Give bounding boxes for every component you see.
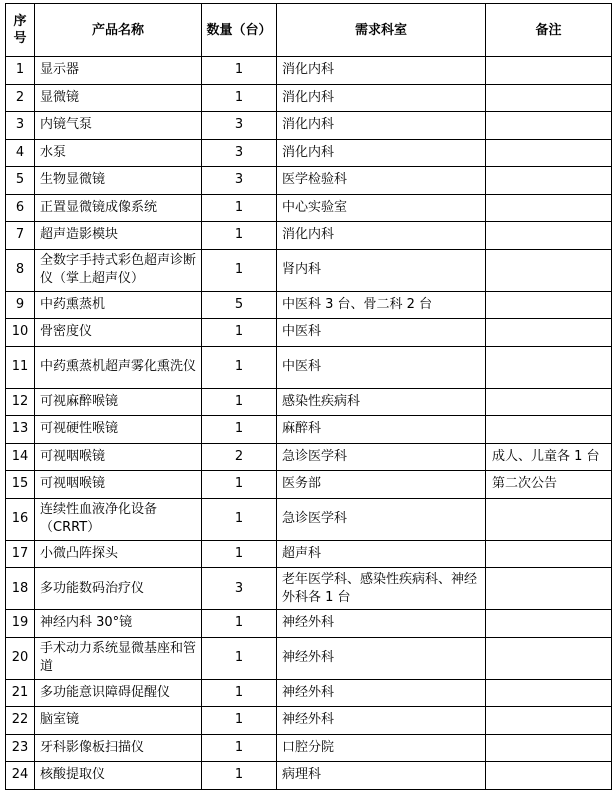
department: 医学检验科 — [282, 172, 348, 188]
product-name: 连续性血液净化设备（CRRT） — [40, 502, 158, 535]
quantity: 1 — [234, 262, 244, 277]
quantity: 1 — [234, 684, 244, 700]
quantity-cell — [202, 443, 277, 471]
header-dept — [277, 4, 486, 57]
product-name-cell — [35, 249, 202, 291]
row-number-cell — [6, 734, 35, 762]
department: 超声科 — [282, 545, 322, 561]
remark-cell — [486, 498, 612, 540]
department: 急诊医学科 — [282, 448, 348, 464]
row-number: 7 — [15, 227, 25, 243]
row-number-cell — [6, 388, 35, 416]
product-name: 脑室镜 — [40, 712, 80, 728]
product-name: 骨密度仪 — [40, 324, 93, 340]
product-name: 多功能意识障碍促醒仪 — [40, 684, 171, 700]
department-cell — [277, 167, 486, 195]
row-number-cell — [6, 443, 35, 471]
remark-cell — [486, 57, 612, 85]
department: 感染性疾病科 — [282, 393, 361, 409]
department: 医务部 — [282, 476, 322, 492]
product-name: 内镜气泵 — [40, 117, 93, 133]
product-name: 手术动力系统显微基座和管道 — [40, 641, 197, 674]
table-row — [6, 388, 612, 416]
quantity: 1 — [234, 650, 244, 665]
quantity: 1 — [234, 359, 244, 374]
department: 老年医学科、感染性疾病科、神经外科各 1 台 — [282, 571, 478, 605]
quantity-cell — [202, 112, 277, 140]
row-number-cell — [6, 540, 35, 568]
product-name-cell — [35, 707, 202, 735]
quantity-cell — [202, 610, 277, 638]
table-row — [6, 194, 612, 222]
row-number-cell — [6, 167, 35, 195]
row-number: 16 — [11, 511, 29, 526]
table-row — [6, 249, 612, 291]
table-row — [6, 707, 612, 735]
department: 中心实验室 — [282, 199, 348, 215]
department-cell — [277, 540, 486, 568]
department: 麻醉科 — [282, 421, 322, 437]
table-row — [6, 167, 612, 195]
product-name-cell — [35, 610, 202, 638]
department: 神经外科 — [282, 684, 335, 700]
quantity: 1 — [234, 712, 244, 728]
table-body — [6, 57, 612, 790]
quantity: 1 — [234, 199, 244, 215]
row-number-cell — [6, 610, 35, 638]
department-cell — [277, 291, 486, 319]
product-name: 小微凸阵探头 — [40, 545, 119, 561]
product-name: 可视咽喉镜 — [40, 476, 106, 492]
product-name: 生物显微镜 — [40, 172, 106, 188]
product-name: 可视咽喉镜 — [40, 448, 106, 464]
remark-cell — [486, 249, 612, 291]
product-name-cell — [35, 319, 202, 347]
product-name-cell — [35, 416, 202, 444]
department-cell — [277, 416, 486, 444]
row-number-cell — [6, 498, 35, 540]
row-number: 13 — [11, 421, 29, 437]
product-name: 多功能数码治疗仪 — [40, 580, 145, 596]
product-name: 显示器 — [40, 62, 80, 78]
remark-cell — [486, 346, 612, 388]
quantity-cell — [202, 540, 277, 568]
table-row — [6, 346, 612, 388]
remark-cell — [486, 291, 612, 319]
product-name: 可视麻醉喉镜 — [40, 393, 119, 409]
quantity-cell — [202, 222, 277, 250]
row-number: 19 — [11, 615, 29, 631]
table-row — [6, 568, 612, 610]
quantity: 3 — [234, 144, 244, 160]
quantity: 1 — [234, 62, 244, 78]
quantity-cell — [202, 707, 277, 735]
row-number: 10 — [11, 324, 29, 340]
table-row — [6, 443, 612, 471]
header-row — [6, 4, 612, 57]
remark-cell — [486, 222, 612, 250]
department: 中医科 — [282, 324, 322, 340]
department-cell — [277, 471, 486, 499]
product-name-cell — [35, 734, 202, 762]
table-row — [6, 319, 612, 347]
department-cell — [277, 346, 486, 388]
quantity: 1 — [234, 227, 244, 243]
table-row — [6, 498, 612, 540]
row-number-cell — [6, 57, 35, 85]
row-number: 23 — [11, 739, 29, 755]
department: 中医科 — [282, 359, 322, 374]
quantity: 1 — [234, 421, 244, 437]
quantity: 5 — [234, 296, 244, 312]
department-cell — [277, 57, 486, 85]
department-cell — [277, 734, 486, 762]
product-name-cell — [35, 637, 202, 679]
row-number-cell — [6, 249, 35, 291]
remark-cell — [486, 443, 612, 471]
row-number-cell — [6, 291, 35, 319]
remark-cell — [486, 568, 612, 610]
product-name-cell — [35, 498, 202, 540]
product-name: 神经内科 30°镜 — [40, 615, 133, 631]
department-cell — [277, 84, 486, 112]
quantity: 1 — [234, 511, 244, 526]
product-name-cell — [35, 568, 202, 610]
quantity-cell — [202, 637, 277, 679]
row-number-cell — [6, 222, 35, 250]
table-row — [6, 112, 612, 140]
header-qty — [202, 4, 277, 57]
row-number: 18 — [11, 580, 29, 596]
header-qty-text: 数量（台） — [206, 22, 272, 38]
department-cell — [277, 762, 486, 790]
row-number-cell — [6, 707, 35, 735]
row-number: 12 — [11, 393, 29, 409]
quantity-cell — [202, 568, 277, 610]
department: 口腔分院 — [282, 739, 335, 755]
department-cell — [277, 443, 486, 471]
row-number: 15 — [11, 476, 29, 492]
quantity-cell — [202, 498, 277, 540]
header-name-text: 产品名称 — [91, 22, 144, 38]
department-cell — [277, 319, 486, 347]
row-number: 8 — [15, 262, 25, 277]
row-number: 6 — [15, 199, 25, 215]
product-name: 中药熏蒸机 — [40, 296, 106, 312]
quantity: 1 — [234, 476, 244, 492]
remark-cell — [486, 388, 612, 416]
product-name-cell — [35, 57, 202, 85]
remark-cell — [486, 734, 612, 762]
remark-cell — [486, 637, 612, 679]
table-row — [6, 139, 612, 167]
quantity: 3 — [234, 172, 244, 188]
header-seq — [6, 4, 35, 57]
row-number: 17 — [11, 545, 29, 561]
quantity: 1 — [234, 324, 244, 340]
remark: 成人、儿童各 1 台 — [492, 448, 600, 464]
product-name: 显微镜 — [40, 89, 80, 105]
remark-cell — [486, 112, 612, 140]
department-cell — [277, 679, 486, 707]
department-cell — [277, 112, 486, 140]
row-number: 9 — [15, 296, 25, 312]
row-number: 1 — [15, 62, 25, 78]
row-number-cell — [6, 471, 35, 499]
product-name: 中药熏蒸机超声雾化熏洗仪 — [40, 359, 197, 374]
remark-cell — [486, 707, 612, 735]
quantity-cell — [202, 194, 277, 222]
remark-cell — [486, 610, 612, 638]
product-name-cell — [35, 222, 202, 250]
product-name-cell — [35, 112, 202, 140]
row-number: 22 — [11, 712, 29, 728]
product-name: 水泵 — [40, 144, 67, 160]
row-number-cell — [6, 762, 35, 790]
product-name-cell — [35, 167, 202, 195]
product-name-cell — [35, 762, 202, 790]
row-number: 5 — [15, 172, 25, 188]
quantity-cell — [202, 471, 277, 499]
equipment-table-container — [5, 3, 612, 790]
row-number: 2 — [15, 89, 25, 105]
product-name-cell — [35, 139, 202, 167]
row-number-cell — [6, 637, 35, 679]
department: 消化内科 — [282, 89, 335, 105]
table-row — [6, 222, 612, 250]
header-dept-text: 需求科室 — [354, 22, 407, 38]
row-number-cell — [6, 112, 35, 140]
department-cell — [277, 498, 486, 540]
remark-cell — [486, 416, 612, 444]
quantity: 2 — [234, 448, 244, 464]
table-row — [6, 610, 612, 638]
department: 消化内科 — [282, 227, 335, 243]
row-number-cell — [6, 319, 35, 347]
row-number: 21 — [11, 684, 29, 700]
table-row — [6, 762, 612, 790]
product-name: 全数字手持式彩色超声诊断仪（掌上超声仪） — [40, 253, 197, 286]
product-name: 正置显微镜成像系统 — [40, 199, 158, 215]
row-number-cell — [6, 84, 35, 112]
quantity-cell — [202, 734, 277, 762]
remark-cell — [486, 139, 612, 167]
product-name-cell — [35, 443, 202, 471]
quantity-cell — [202, 388, 277, 416]
product-name-cell — [35, 84, 202, 112]
quantity-cell — [202, 346, 277, 388]
department: 神经外科 — [282, 712, 335, 728]
product-name-cell — [35, 679, 202, 707]
product-name: 超声造影模块 — [40, 227, 119, 243]
department-cell — [277, 222, 486, 250]
table-row — [6, 416, 612, 444]
header-note-text: 备注 — [535, 22, 562, 38]
row-number-cell — [6, 568, 35, 610]
row-number-cell — [6, 416, 35, 444]
row-number-cell — [6, 679, 35, 707]
table-row — [6, 471, 612, 499]
quantity: 3 — [234, 117, 244, 133]
department-cell — [277, 568, 486, 610]
table-row — [6, 734, 612, 762]
table-row — [6, 291, 612, 319]
quantity-cell — [202, 57, 277, 85]
product-name: 可视硬性喉镜 — [40, 421, 119, 437]
quantity-cell — [202, 762, 277, 790]
header-name — [35, 4, 202, 57]
remark-cell — [486, 762, 612, 790]
quantity: 1 — [234, 89, 244, 105]
product-name-cell — [35, 194, 202, 222]
product-name-cell — [35, 471, 202, 499]
remark-cell — [486, 471, 612, 499]
remark-cell — [486, 167, 612, 195]
header-seq-text: 序号 — [13, 14, 27, 46]
department: 急诊医学科 — [282, 511, 348, 526]
row-number-cell — [6, 346, 35, 388]
table-row — [6, 57, 612, 85]
department: 中医科 3 台、骨二科 2 台 — [282, 296, 433, 312]
row-number: 14 — [11, 448, 29, 464]
quantity-cell — [202, 291, 277, 319]
department: 神经外科 — [282, 650, 335, 665]
table-row — [6, 637, 612, 679]
quantity-cell — [202, 679, 277, 707]
product-name-cell — [35, 291, 202, 319]
quantity: 3 — [234, 580, 244, 596]
equipment-table — [5, 3, 612, 790]
department-cell — [277, 139, 486, 167]
quantity-cell — [202, 139, 277, 167]
product-name: 核酸提取仪 — [40, 767, 106, 783]
quantity-cell — [202, 84, 277, 112]
quantity-cell — [202, 167, 277, 195]
department-cell — [277, 249, 486, 291]
row-number-cell — [6, 139, 35, 167]
department-cell — [277, 637, 486, 679]
quantity-cell — [202, 319, 277, 347]
quantity: 1 — [234, 767, 244, 783]
quantity: 1 — [234, 739, 244, 755]
quantity: 1 — [234, 393, 244, 409]
department-cell — [277, 194, 486, 222]
remark-cell — [486, 84, 612, 112]
quantity-cell — [202, 416, 277, 444]
remark-cell — [486, 540, 612, 568]
table-row — [6, 679, 612, 707]
department: 肾内科 — [282, 262, 322, 277]
product-name-cell — [35, 346, 202, 388]
department: 神经外科 — [282, 615, 335, 631]
row-number: 20 — [11, 650, 29, 665]
department-cell — [277, 707, 486, 735]
product-name: 牙科影像板扫描仪 — [40, 739, 145, 755]
remark: 第二次公告 — [492, 476, 558, 492]
product-name-cell — [35, 388, 202, 416]
department-cell — [277, 610, 486, 638]
department: 消化内科 — [282, 117, 335, 133]
row-number-cell — [6, 194, 35, 222]
remark-cell — [486, 319, 612, 347]
product-name-cell — [35, 540, 202, 568]
quantity: 1 — [234, 615, 244, 631]
row-number: 4 — [15, 144, 25, 160]
table-row — [6, 84, 612, 112]
department: 消化内科 — [282, 62, 335, 78]
header-note — [486, 4, 612, 57]
row-number: 3 — [15, 117, 25, 133]
quantity-cell — [202, 249, 277, 291]
department: 消化内科 — [282, 144, 335, 160]
row-number: 24 — [11, 767, 29, 783]
table-row — [6, 540, 612, 568]
department: 病理科 — [282, 767, 322, 783]
row-number: 11 — [11, 359, 29, 374]
quantity: 1 — [234, 545, 244, 561]
department-cell — [277, 388, 486, 416]
remark-cell — [486, 194, 612, 222]
remark-cell — [486, 679, 612, 707]
